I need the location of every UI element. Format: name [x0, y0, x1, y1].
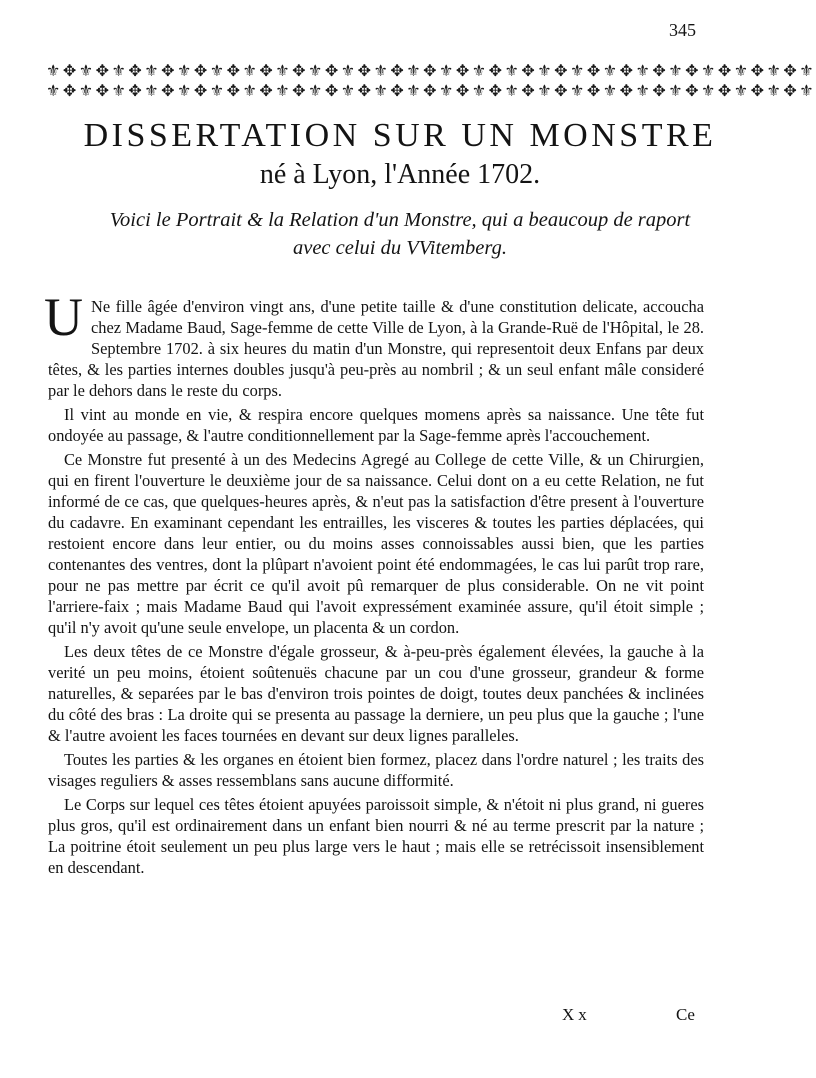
paragraph: Ce Monstre fut presenté à un des Medecins Agregé au College de cette Ville, & un Chirurgien, qui en firent l'ouverture le deuxième jour de sa naissance. Celui dont on a eu cette Relation, ne fut informé de ce cas, que quelques-heures après, & n'eut pas la satisfaction d'être present à l'ouverture du cadavre. En examinant cependant les entrailles, les visceres & toutes les parties déplacées, qui restoient encore dans leur entier, ou du moins asses connoissables aussi bien, que les parties contenantes des ventres, dont la plûpart n'avoient point été endommagées, le cas lui parût trop rare, pour ne pas mettre par écrit ce qu'il avoit pû remarquer de plus considerable. On ne vit point l'arriere-faix ; mais Madame Baud qui l'avoit expressément examinée assure, qu'il étoit simple ; qu'il n'y avoit qu'une seule envelope, un placenta & un cordon.: [48, 450, 704, 637]
paragraph-text: Ne fille âgée d'environ vingt ans, d'une petite taille & d'une constitution delicate, accoucha chez Madame Baud, Sage-femme de cette Ville de Lyon, à la Grande-Ruë de l'Hôpital, le 28. Septembre 1702. à six heures du matin d'un Monstre, qui representoit deux Enfans par deux têtes, & les parties internes doubles jusqu'à peu-près au nombril ; & un seul enfant mâle consideré par le dehors dans le reste du corps.: [48, 297, 704, 400]
subtitle-line-1: Voici le Portrait & la Relation d'un Monstre, qui a beaucoup de raport: [109, 209, 691, 231]
body-text: [44, 287, 704, 881]
title-line-2: né à Lyon, l'Année 1702.: [259, 159, 541, 190]
page-number: 345: [669, 20, 696, 40]
paragraph: Toutes les parties & les organes en étoient bien formez, placez dans l'ordre naturel ; les traits des visages reguliers & asses ressemblans sans aucune difformité.: [48, 750, 704, 790]
subtitle-line-2: avec celui du VVitemberg.: [292, 237, 508, 259]
paragraph: Les deux têtes de ce Monstre d'égale grosseur, & à-peu-près également élevées, la gauche à la verité un peu moins, étoient soûtenuës chacune par un cou d'une grosseur, grandeur & forme naturelles, & separées par le bas d'environ trois pointes de doigt, toutes deux panchées & inclinées du côté des bras : La droite qui se presenta au passage la derniere, un peu plus que la gauche ; l'une & l'autre avoient les faces tournées en devant sur deux lignes paralleles.: [48, 642, 704, 745]
fleuron-ornament-band: [46, 62, 816, 102]
fleuron-row: ⚜✥⚜✥⚜✥⚜✥⚜✥⚜✥⚜✥⚜✥⚜✥⚜✥⚜✥⚜✥⚜✥⚜✥⚜✥⚜✥⚜✥⚜✥⚜✥⚜✥⚜✥⚜✥⚜✥⚜: [46, 63, 816, 80]
title-line-1: DISSERTATION SUR UN MONSTRE: [83, 117, 717, 154]
drop-cap: U: [44, 287, 83, 347]
paragraph: [44, 287, 704, 401]
page-title: [40, 116, 760, 192]
catchword: Ce: [676, 1005, 695, 1024]
signature-mark: Xx: [562, 1005, 591, 1024]
subtitle: [40, 206, 760, 262]
paragraph: Le Corps sur lequel ces têtes étoient apuyées paroissoit simple, & n'étoit ni plus grand, ni gueres plus gros, qu'il est ordinairement dans un enfant bien nourri & né au terme prescrit par la nature ; La poitrine étoit seulement un peu plus large vers le haut ; mais elle se retrécissoit insensiblement en descendant.: [48, 795, 704, 877]
fleuron-row: ⚜✥⚜✥⚜✥⚜✥⚜✥⚜✥⚜✥⚜✥⚜✥⚜✥⚜✥⚜✥⚜✥⚜✥⚜✥⚜✥⚜✥⚜✥⚜✥⚜✥⚜✥⚜✥⚜✥⚜: [46, 83, 816, 100]
paragraph: Il vint au monde en vie, & respira encore quelques momens après sa naissance. Une tête fut ondoyée au passage, & l'autre conditionnellement par la Sage-femme après l'accouchement.: [48, 405, 704, 445]
